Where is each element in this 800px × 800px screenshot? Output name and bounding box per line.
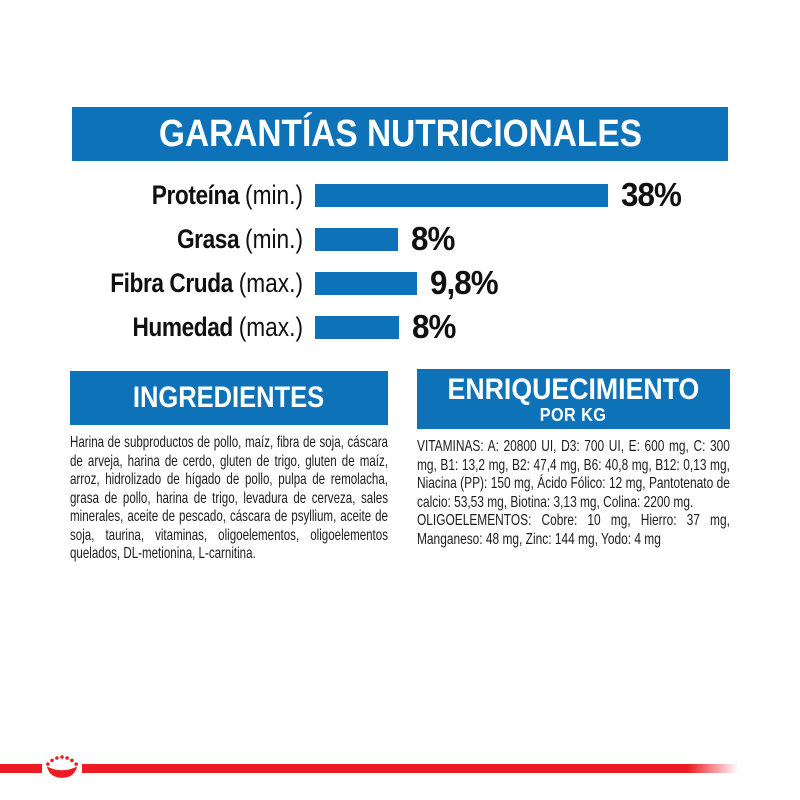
nutrient-qualifier: (max.) bbox=[238, 311, 303, 342]
brand-stripe bbox=[0, 764, 745, 773]
grasa-value: 8% bbox=[411, 220, 455, 257]
enrichment-section bbox=[417, 369, 730, 549]
guarantee-row-proteina bbox=[0, 174, 800, 216]
enrichment-body bbox=[417, 438, 730, 549]
fibra-cruda-bar bbox=[315, 272, 417, 295]
nutrient-name: Grasa bbox=[176, 223, 240, 254]
royal-canin-crown-icon bbox=[42, 750, 82, 783]
humedad-value: 8% bbox=[412, 308, 456, 345]
guarantee-row-fibra-cruda bbox=[0, 262, 800, 304]
nutrient-name: Fibra Cruda bbox=[110, 267, 233, 298]
humedad-bar bbox=[315, 316, 399, 339]
enrichment-header-line2: POR KG bbox=[540, 405, 607, 425]
proteina-value: 38% bbox=[621, 176, 681, 213]
guarantee-label bbox=[48, 312, 303, 343]
ingredients-header-label: INGREDIENTES bbox=[133, 381, 325, 414]
trace-elements-text: OLIGOELEMENTOS: Cobre: 10 mg, Hierro: 37 mg, Manganeso: 48 mg, Zinc: 144 mg, Yodo: 4 mg bbox=[417, 512, 730, 548]
ingredients-text: Harina de subproductos de pollo, maíz, fibra de soja, cáscara de arveja, harina de cerdo, gluten de trigo, gluten de maíz, arroz, hidrolizado de hígado de pollo, pulpa de remolacha, grasa de pollo, harina de trigo, levadura de cerveza, sales minerales, aceite de pescado, cáscara de psyllium, aceite de soja, taurina, vitaminas, oligoelementos, oligoelementos quelados, DL-metionina, L-carnitina. bbox=[70, 434, 388, 562]
ingredients-body bbox=[70, 434, 388, 564]
banner-title: GARANTÍAS NUTRICIONALES bbox=[158, 112, 642, 155]
guarantee-label bbox=[48, 224, 303, 255]
fibra-cruda-value: 9,8% bbox=[430, 264, 498, 301]
guarantees-bar-chart bbox=[0, 174, 800, 348]
nutritional-guarantees-banner bbox=[72, 107, 728, 161]
ingredients-header bbox=[70, 371, 388, 425]
guarantee-label bbox=[48, 268, 303, 299]
nutrient-qualifier: (min.) bbox=[245, 223, 303, 254]
proteina-bar bbox=[315, 184, 608, 207]
ingredients-section bbox=[70, 371, 388, 564]
guarantee-row-humedad bbox=[0, 306, 800, 348]
enrichment-text bbox=[417, 438, 730, 549]
nutrient-qualifier: (max.) bbox=[238, 267, 303, 298]
vitamins-text: VITAMINAS: A: 20800 UI, D3: 700 UI, E: 600 mg, C: 300 mg, B1: 13,2 mg, B2: 47,4 mg, B6: 40,8 mg, B12: 0,13 mg, Niacina (PP): 150 mg, Ácido Fólico: 12 mg, Pantotenato de calcio: 53,53 mg, Biotina: 3,13 mg, Colina: 2200 mg. bbox=[417, 438, 730, 511]
enrichment-header bbox=[417, 369, 730, 429]
nutrient-name: Proteína bbox=[151, 179, 240, 210]
crown-icon bbox=[45, 754, 79, 779]
guarantee-label bbox=[48, 180, 303, 211]
nutrient-qualifier: (min.) bbox=[245, 179, 303, 210]
enrichment-header-line1: ENRIQUECIMIENTO bbox=[447, 373, 700, 406]
grasa-bar bbox=[315, 228, 398, 251]
nutrient-name: Humedad bbox=[132, 311, 233, 342]
guarantee-row-grasa bbox=[0, 218, 800, 260]
